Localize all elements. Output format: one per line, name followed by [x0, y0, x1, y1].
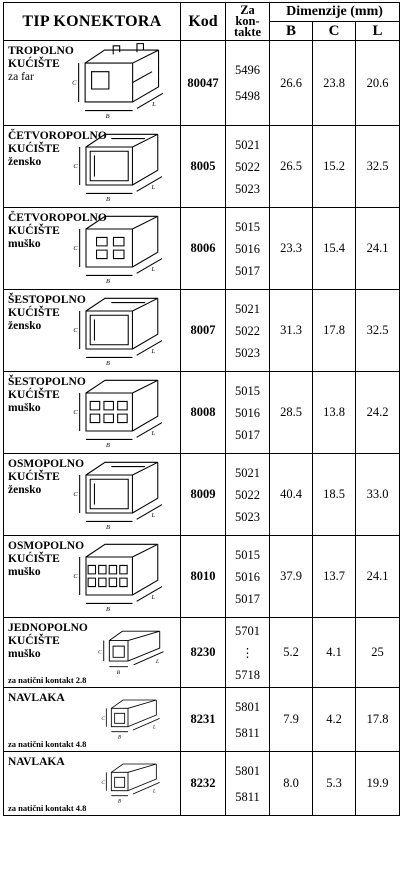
kontakt-code: 5701	[235, 623, 260, 638]
kontakti-cell	[226, 618, 270, 688]
dimension-letter-l: L	[151, 512, 155, 520]
connector-drawing	[70, 292, 178, 373]
kod-cell: 8005	[181, 126, 226, 208]
connector-drawing-icon	[78, 620, 178, 676]
header-kod: Kod	[181, 3, 226, 41]
connector-type-cell	[4, 372, 181, 454]
dimension-l-cell: 24.1	[356, 536, 400, 618]
table-row	[4, 618, 400, 688]
dimension-letter-l: L	[156, 658, 160, 665]
connector-note: za natični kontakt 2.8	[8, 675, 87, 685]
kontakt-code: 5015	[235, 547, 260, 562]
dimension-letter-c: C	[73, 573, 78, 581]
kontakt-code: 5023	[235, 345, 260, 360]
header-kontakte: kon- takte	[233, 14, 262, 39]
connector-type-cell	[4, 536, 181, 618]
connector-drawing	[78, 690, 178, 745]
dimension-letter-l: L	[151, 430, 155, 438]
connector-subtype: muško	[8, 402, 41, 414]
dimension-l-cell: 32.5	[356, 126, 400, 208]
dimension-l-cell: 24.1	[356, 208, 400, 290]
kontakti-cell	[226, 41, 270, 126]
connector-drawing-icon	[78, 690, 178, 740]
connector-type-cell	[4, 454, 181, 536]
connector-name: NAVLAKA	[8, 756, 65, 768]
kontakt-code: ⋮	[241, 645, 254, 660]
table-row	[4, 290, 400, 372]
connector-name: OSMOPOLNO KUĆIŠTE	[8, 540, 85, 565]
kontakti-cell	[226, 372, 270, 454]
dimension-l-cell: 19.9	[356, 752, 400, 816]
dimension-l-cell: 33.0	[356, 454, 400, 536]
kontakt-code: 5801	[235, 763, 260, 778]
dimension-letter-c: C	[98, 649, 102, 656]
kontakti-cell	[226, 752, 270, 816]
table-row	[4, 688, 400, 752]
connector-drawing-icon	[70, 538, 178, 614]
kod-cell: 8006	[181, 208, 226, 290]
dimension-letter-c: C	[73, 491, 78, 499]
dimension-b-cell: 28.5	[270, 372, 313, 454]
dimension-b-cell: 23.3	[270, 208, 313, 290]
table-row	[4, 208, 400, 290]
dimension-l-cell: 32.5	[356, 290, 400, 372]
dimension-c-cell: 4.1	[313, 618, 356, 688]
dimension-letter-c: C	[101, 717, 105, 722]
dimension-letter-b: B	[116, 670, 121, 676]
dimension-letter-b: B	[106, 441, 110, 449]
connector-type	[8, 756, 65, 769]
connector-drawing-icon	[70, 210, 178, 286]
dimension-l-cell: 17.8	[356, 688, 400, 752]
dimension-letter-b: B	[118, 799, 122, 804]
connector-drawing-icon	[70, 292, 178, 368]
connector-drawing	[70, 128, 178, 209]
dimension-letter-c: C	[73, 245, 78, 253]
kontakt-code: 5023	[235, 509, 260, 524]
kontakt-code: 5811	[235, 789, 260, 804]
connector-name: ČETVOROPOLNO KUĆIŠTE	[8, 130, 107, 155]
kontakti-cell	[226, 536, 270, 618]
connector-subtype: za far	[8, 71, 34, 83]
header-tip-konektora: TIP KONEKTORA	[4, 3, 181, 41]
kontakti-cell	[226, 126, 270, 208]
dimension-letter-c: C	[73, 327, 78, 335]
dimension-letter-l: L	[152, 101, 156, 109]
table-row	[4, 454, 400, 536]
connector-name: TROPOLNO KUĆIŠTE	[8, 45, 74, 70]
connector-subtype: žensko	[8, 156, 42, 168]
kod-cell: 8009	[181, 454, 226, 536]
kontakt-code: 5496	[235, 63, 260, 77]
connector-type-cell	[4, 752, 181, 816]
dimension-letter-b: B	[106, 195, 110, 203]
dimension-l-cell: 24.2	[356, 372, 400, 454]
connector-subtype: žensko	[8, 320, 42, 332]
kontakt-code: 5022	[235, 323, 260, 338]
connector-name: ŠESTOPOLNO KUĆIŠTE	[8, 376, 86, 401]
connector-type-cell	[4, 41, 181, 126]
connector-drawing-icon	[70, 456, 178, 532]
table-row	[4, 372, 400, 454]
connector-type-cell	[4, 290, 181, 372]
kod-cell: 8232	[181, 752, 226, 816]
connector-drawing-icon	[70, 128, 178, 204]
kontakt-code: 5811	[235, 725, 260, 740]
dimension-l-cell: 25	[356, 618, 400, 688]
dimension-b-cell: 7.9	[270, 688, 313, 752]
kontakti-cell	[226, 688, 270, 752]
kontakt-code: 5801	[235, 699, 260, 714]
dimension-b-cell: 31.3	[270, 290, 313, 372]
dimension-letter-l: L	[153, 789, 156, 795]
table-row	[4, 752, 400, 816]
connector-type	[8, 692, 65, 705]
connector-drawing-icon	[78, 754, 178, 804]
dimension-c-cell: 15.4	[313, 208, 356, 290]
kontakt-code: 5016	[235, 241, 260, 256]
dimension-letter-c: C	[72, 79, 77, 87]
header-za: Za	[240, 3, 255, 17]
kontakt-code: 5016	[235, 569, 260, 584]
connector-drawing	[78, 754, 178, 809]
dimension-b-cell: 37.9	[270, 536, 313, 618]
dimension-letter-l: L	[153, 725, 156, 731]
kontakt-code: 5015	[235, 383, 260, 398]
connector-subtype: muško	[8, 648, 41, 660]
kontakt-code: 5021	[235, 301, 260, 316]
dimension-letter-l: L	[151, 266, 155, 274]
dimension-letter-c: C	[101, 781, 105, 786]
connector-type	[8, 45, 74, 84]
dimension-letter-c: C	[73, 409, 78, 417]
dimension-letter-b: B	[118, 735, 122, 740]
kod-cell: 8231	[181, 688, 226, 752]
connector-name: JEDNOPOLNO KUĆIŠTE	[8, 622, 88, 647]
kontakt-code: 5016	[235, 405, 260, 420]
connector-drawing	[70, 43, 178, 127]
kontakt-code: 5017	[235, 263, 260, 278]
kontakt-code: 5022	[235, 487, 260, 502]
kod-cell: 8010	[181, 536, 226, 618]
kontakt-code: 5718	[235, 667, 260, 682]
header-b: B	[270, 22, 313, 41]
kod-cell: 8008	[181, 372, 226, 454]
dimension-c-cell: 5.3	[313, 752, 356, 816]
connector-name: NAVLAKA	[8, 692, 65, 704]
dimension-b-cell: 26.6	[270, 41, 313, 126]
dimension-c-cell: 13.8	[313, 372, 356, 454]
kontakti-cell	[226, 454, 270, 536]
kontakt-code: 5023	[235, 181, 260, 196]
connector-type-cell	[4, 126, 181, 208]
dimension-c-cell: 23.8	[313, 41, 356, 126]
dimension-letter-c: C	[73, 163, 78, 171]
connector-note: za natični kontakt 4.8	[8, 803, 87, 813]
kontakt-code: 5021	[235, 137, 260, 152]
dimension-c-cell: 4.2	[313, 688, 356, 752]
connector-drawing	[70, 374, 178, 455]
table-row	[4, 41, 400, 126]
kod-cell: 8007	[181, 290, 226, 372]
kontakt-code: 5017	[235, 591, 260, 606]
dimension-letter-l: L	[151, 348, 155, 356]
dimension-l-cell: 20.6	[356, 41, 400, 126]
kontakti-cell	[226, 290, 270, 372]
connector-type-cell	[4, 688, 181, 752]
connector-subtype: muško	[8, 566, 41, 578]
connector-name: ČETVOROPOLNO KUĆIŠTE	[8, 212, 107, 237]
kontakt-code: 5015	[235, 219, 260, 234]
connector-drawing-icon	[70, 374, 178, 450]
connector-type-cell	[4, 208, 181, 290]
connector-table	[3, 2, 400, 816]
connector-name: OSMOPOLNO KUĆIŠTE	[8, 458, 85, 483]
header-c: C	[313, 22, 356, 41]
dimension-letter-l: L	[151, 594, 155, 602]
dimension-letter-b: B	[106, 605, 110, 613]
dimension-c-cell: 13.7	[313, 536, 356, 618]
dimension-letter-l: L	[151, 184, 155, 192]
dimension-letter-b: B	[105, 113, 110, 121]
connector-type-cell	[4, 618, 181, 688]
connector-drawing	[70, 210, 178, 291]
dimension-b-cell: 26.5	[270, 126, 313, 208]
dimension-c-cell: 18.5	[313, 454, 356, 536]
dimension-letter-b: B	[106, 523, 110, 531]
header-l: L	[356, 22, 400, 41]
connector-note: za natični kontakt 4.8	[8, 739, 87, 749]
kod-cell: 80047	[181, 41, 226, 126]
kontakt-code: 5021	[235, 465, 260, 480]
header-za-kontakte	[226, 3, 270, 41]
dimension-letter-b: B	[106, 277, 110, 285]
dimension-c-cell: 17.8	[313, 290, 356, 372]
connector-subtype: muško	[8, 238, 41, 250]
connector-drawing	[70, 456, 178, 537]
connector-subtype: žensko	[8, 484, 42, 496]
table-row	[4, 536, 400, 618]
dimension-b-cell: 8.0	[270, 752, 313, 816]
table-row	[4, 126, 400, 208]
dimension-b-cell: 5.2	[270, 618, 313, 688]
kontakt-code: 5022	[235, 159, 260, 174]
dimension-b-cell: 40.4	[270, 454, 313, 536]
dimension-letter-b: B	[106, 359, 110, 367]
kontakti-cell	[226, 208, 270, 290]
connector-drawing	[70, 538, 178, 619]
kontakt-code: 5017	[235, 427, 260, 442]
header-dimenzije: Dimenzije (mm)	[270, 3, 400, 22]
connector-drawing	[78, 620, 178, 681]
dimension-c-cell: 15.2	[313, 126, 356, 208]
connector-name: ŠESTOPOLNO KUĆIŠTE	[8, 294, 86, 319]
kod-cell: 8230	[181, 618, 226, 688]
connector-drawing-icon	[70, 43, 178, 122]
connector-type	[8, 622, 88, 661]
kontakt-code: 5498	[235, 89, 260, 103]
